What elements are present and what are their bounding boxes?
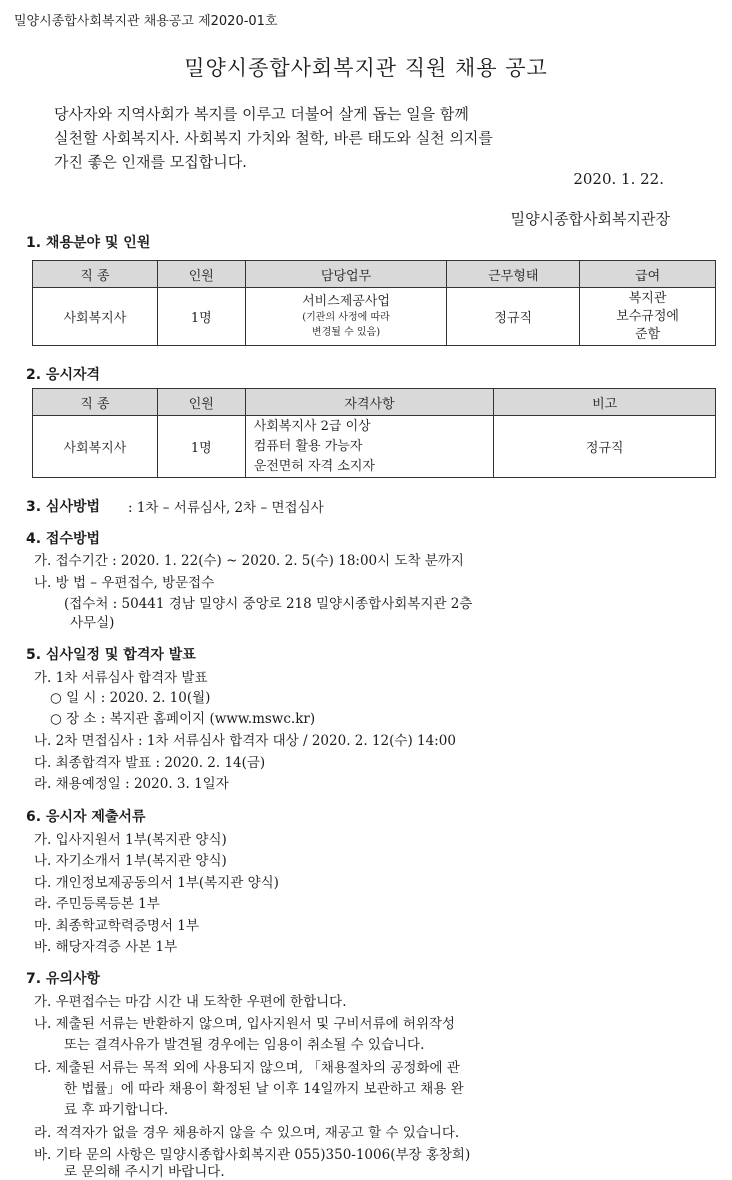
section-heading-qualifications: 2. 응시자격	[26, 367, 101, 383]
column-header: 인원	[157, 261, 245, 288]
schedule-line: 라. 채용예정일 : 2020. 3. 1일자	[34, 776, 229, 792]
application-line: 사무실)	[70, 615, 115, 631]
notes-line: 료 후 파기합니다.	[64, 1102, 169, 1118]
application-line: 가. 접수기간 : 2020. 1. 22(수) ~ 2020. 2. 5(수) 18:00시 도착 분까지	[34, 553, 464, 569]
intro-line: 당사자와 지역사회가 복지를 이루고 더불어 살게 돕는 일을 함께	[54, 105, 469, 123]
column-header: 인원	[157, 389, 245, 416]
notes-line: 로 문의해 주시기 바랍니다.	[64, 1164, 225, 1180]
duty-main: 서비스제공사업	[302, 294, 390, 309]
qualifications-table	[32, 388, 716, 478]
notes-line: 한 법률」에 따라 채용이 확정된 날 이후 14일까지 보관하고 채용 완	[64, 1081, 464, 1097]
schedule-line: ○ 장 소 : 복지관 홈페이지 (www.mswc.kr)	[50, 711, 316, 727]
note-cell: 정규직	[494, 416, 716, 478]
positions-table	[32, 260, 716, 346]
duty-cell	[245, 288, 447, 346]
duty-note: 변경될 수 있음)	[311, 327, 381, 338]
schedule-line: ○ 일 시 : 2020. 2. 10(월)	[50, 690, 211, 706]
table-row	[33, 288, 716, 346]
page-title: 밀양시종합사회복지관 직원 채용 공고	[184, 56, 548, 80]
section-heading-documents: 6. 응시자 제출서류	[26, 809, 146, 825]
intro-line: 가진 좋은 인재를 모집합니다.	[54, 153, 247, 171]
column-header: 담당업무	[245, 261, 447, 288]
salary-line: 준함	[635, 326, 661, 342]
column-header: 비고	[494, 389, 716, 416]
notes-line: 바. 기타 문의 사항은 밀양시종합사회복지관 055)350-1006(부장 홍창희)	[34, 1147, 471, 1163]
document-item: 라. 주민등록등본 1부	[34, 896, 160, 912]
job-cell: 사회복지사	[33, 416, 158, 478]
salary-cell	[580, 288, 716, 346]
salary-line: 복지관	[628, 290, 667, 306]
section-heading-notes: 7. 유의사항	[26, 971, 101, 987]
column-header: 직 종	[33, 261, 158, 288]
document-item: 마. 최종학교학력증명서 1부	[34, 918, 199, 934]
schedule-line: 다. 최종합격자 발표 : 2020. 2. 14(금)	[34, 755, 266, 771]
table-header-row	[33, 389, 716, 416]
section-heading-schedule: 5. 심사일정 및 합격자 발표	[26, 647, 196, 663]
table-header-row	[33, 261, 716, 288]
schedule-line: 가. 1차 서류심사 합격자 발표	[34, 670, 208, 686]
document-item: 가. 입사지원서 1부(복지관 양식)	[34, 832, 227, 848]
document-number: 밀양시종합사회복지관 채용공고 제2020-01호	[14, 14, 278, 29]
intro-paragraph	[54, 102, 694, 174]
application-line: (접수처 : 50441 경남 밀양시 중앙로 218 밀양시종합사회복지관 2층	[64, 596, 473, 612]
notes-line: 또는 결격사유가 발견될 경우에는 임용이 취소될 수 있습니다.	[64, 1037, 425, 1053]
issuer-name: 밀양시종합사회복지관장	[510, 210, 670, 228]
qualification-line: 컴퓨터 활용 가능자	[253, 438, 363, 454]
count-cell: 1명	[157, 288, 245, 346]
qualification-line: 운전면허 자격 소지자	[253, 458, 375, 474]
schedule-line: 나. 2차 면접심사 : 1차 서류심사 합격자 대상 / 2020. 2. 12(수) 14:00	[34, 733, 456, 749]
count-cell: 1명	[157, 416, 245, 478]
notes-line: 다. 제출된 서류는 목적 외에 사용되지 않으며, 「채용절차의 공정화에 관	[34, 1060, 460, 1076]
notes-line: 나. 제출된 서류는 반환하지 않으며, 입사지원서 및 구비서류에 허위작성	[34, 1016, 456, 1032]
notes-line: 가. 우편접수는 마감 시간 내 도착한 우편에 한합니다.	[34, 994, 347, 1010]
column-header: 자격사항	[245, 389, 494, 416]
document-item: 다. 개인정보제공동의서 1부(복지관 양식)	[34, 875, 279, 891]
qualification-cell	[245, 416, 494, 478]
document-item: 바. 해당자격증 사본 1부	[34, 939, 178, 955]
work-type-cell: 정규직	[447, 288, 580, 346]
document-item: 나. 자기소개서 1부(복지관 양식)	[34, 853, 227, 869]
salary-line: 보수규정에	[616, 308, 679, 324]
section-heading-screening: 3. 심사방법	[26, 499, 101, 515]
notice-date: 2020. 1. 22.	[573, 170, 664, 188]
section-heading-positions: 1. 채용분야 및 인원	[26, 235, 151, 251]
notes-line: 라. 적격자가 없을 경우 채용하지 않을 수 있으며, 재공고 할 수 있습니다.	[34, 1125, 460, 1141]
application-line: 나. 방 법 – 우편접수, 방문접수	[34, 575, 215, 591]
section-heading-application: 4. 접수방법	[26, 531, 101, 547]
duty-note: (기관의 사정에 따라	[302, 312, 390, 323]
job-cell: 사회복지사	[33, 288, 158, 346]
column-header: 근무형태	[447, 261, 580, 288]
qualification-line: 사회복지사 2급 이상	[253, 418, 371, 434]
table-row	[33, 416, 716, 478]
screening-method-text: : 1차 – 서류심사, 2차 – 면접심사	[128, 500, 324, 516]
column-header: 직 종	[33, 389, 158, 416]
column-header: 급여	[580, 261, 716, 288]
intro-line: 실천할 사회복지사. 사회복지 가치와 철학, 바른 태도와 실천 의지를	[54, 129, 493, 147]
